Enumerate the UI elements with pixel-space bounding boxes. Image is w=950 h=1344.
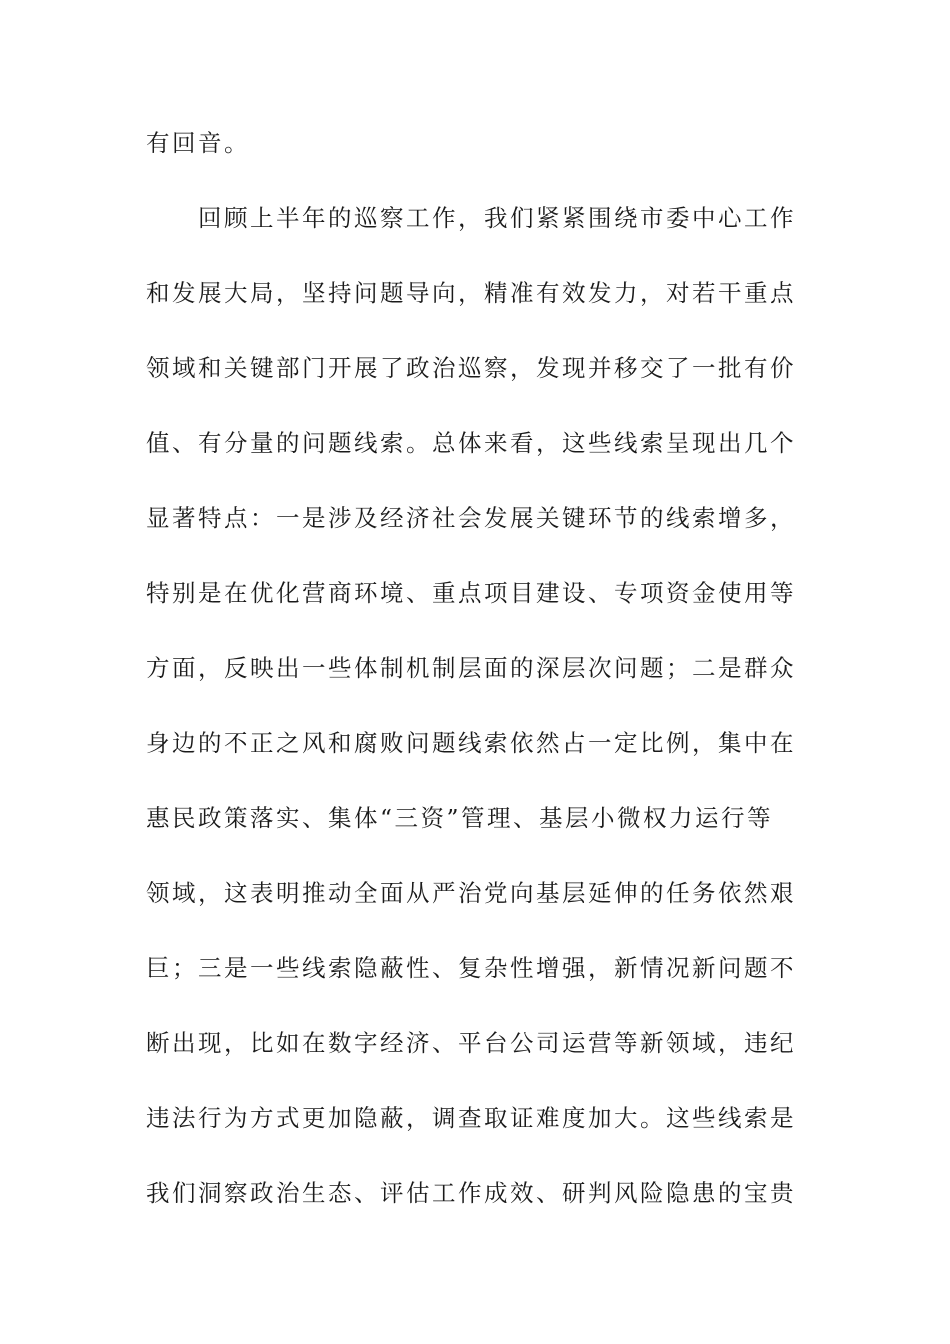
text-line-12: 巨；三是一些线索隐蔽性、复杂性增强，新情况新问题不: [146, 954, 796, 982]
text-line-3: 和发展大局，坚持问题导向，精准有效发力，对若干重点: [146, 279, 796, 307]
text-line-4: 领域和关键部门开展了政治巡察，发现并移交了一批有价: [146, 354, 796, 382]
text-line-10: 惠民政策落实、集体“三资”管理、基层小微权力运行等: [146, 804, 774, 832]
text-line-9: 身边的不正之风和腐败问题线索依然占一定比例，集中在: [146, 729, 796, 757]
text-line-7: 特别是在优化营商环境、重点项目建设、专项资金使用等: [146, 579, 796, 607]
text-line-11: 领域，这表明推动全面从严治党向基层延伸的任务依然艰: [146, 879, 796, 907]
text-line-15: 我们洞察政治生态、评估工作成效、研判风险隐患的宝贵: [146, 1179, 796, 1207]
text-line-8: 方面，反映出一些体制机制层面的深层次问题；二是群众: [146, 654, 796, 682]
text-line-6: 显著特点：一是涉及经济社会发展关键环节的线索增多，: [146, 504, 796, 532]
text-line-13: 断出现，比如在数字经济、平台公司运营等新领域，违纪: [146, 1029, 796, 1057]
text-line-5: 值、有分量的问题线索。总体来看，这些线索呈现出几个: [146, 429, 796, 457]
text-line-1: 有回音。: [146, 129, 250, 157]
body-text: [146, 118, 796, 1243]
paragraph-start-line: 回顾上半年的巡察工作，我们紧紧围绕市委中心工作: [198, 204, 796, 232]
text-line-14: 违法行为方式更加隐蔽，调查取证难度加大。这些线索是: [146, 1104, 796, 1132]
